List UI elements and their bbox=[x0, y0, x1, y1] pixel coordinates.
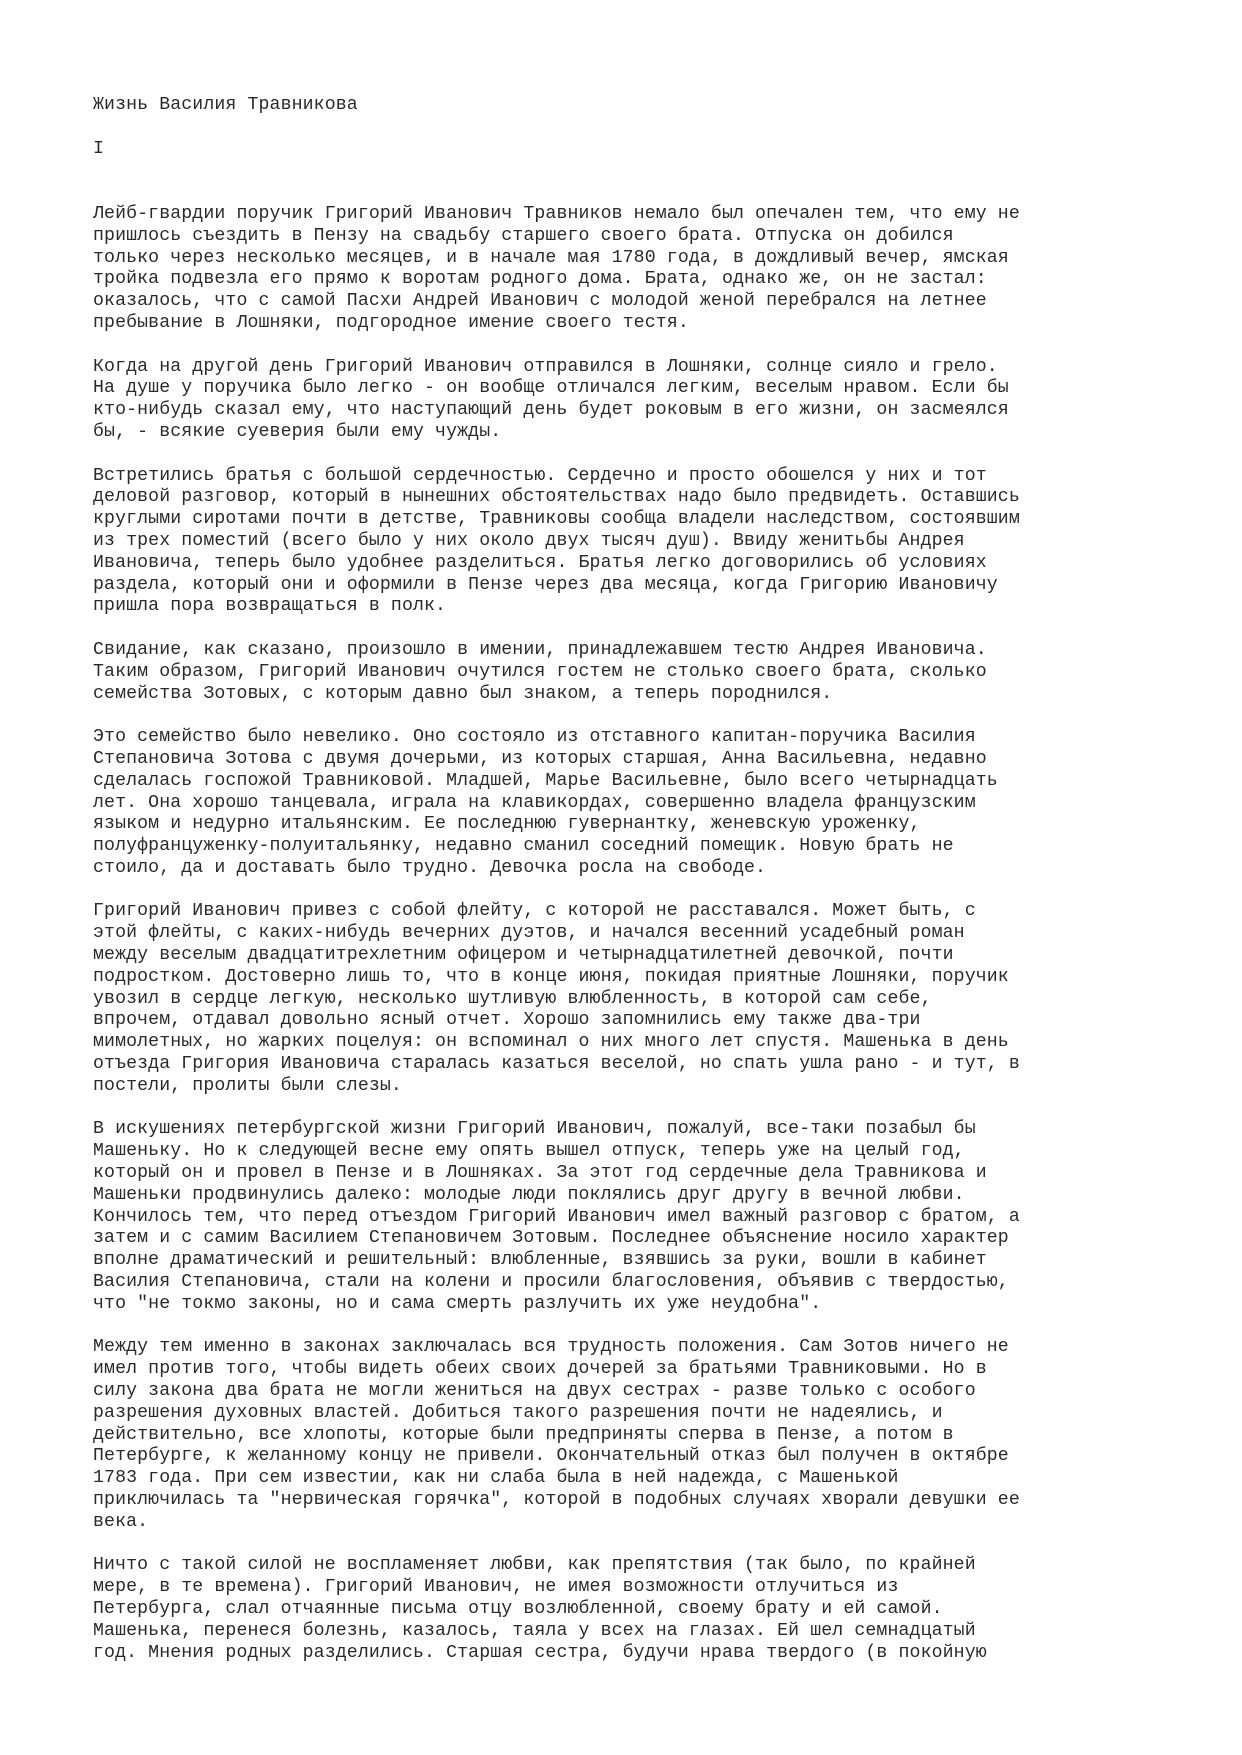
paragraph-line: подростком. Достоверно лишь то, что в конце июня, покидая приятные Лошняки, поручик bbox=[93, 966, 1009, 987]
paragraph-line: стоило, да и доставать было трудно. Девочка росла на свободе. bbox=[93, 857, 767, 878]
paragraph-line: который он и провел в Пензе и в Лошняках. За этот год сердечные дела Травникова и bbox=[93, 1163, 987, 1184]
paragraph-line: пришлось съездить в Пензу на свадьбу старшего своего брата. Отпуска он добился bbox=[93, 225, 954, 246]
paragraph-line: Лейб-гвардии поручик Григорий Иванович Травников немало был опечален тем, что ему не bbox=[93, 203, 1020, 224]
paragraph-line: На душе у поручика было легко - он вообще отличался легким, веселым нравом. Если бы bbox=[93, 378, 1009, 399]
paragraph-line: Машеньку. Но к следующей весне ему опять вышел отпуск, теперь уже на целый год, bbox=[93, 1141, 965, 1162]
paragraph-line: из трех поместий (всего было у них около двух тысяч душ). Ввиду женитьбы Андрея bbox=[93, 530, 965, 551]
paragraph-line: В искушениях петербургской жизни Григорий Иванович, пожалуй, все-таки позабыл бы bbox=[93, 1119, 976, 1140]
paragraph-line: Петербурге, к желанному концу не привели. Окончательный отказ был получен в октябре bbox=[93, 1446, 1009, 1467]
paragraph bbox=[93, 357, 1193, 444]
paragraph-line: Ничто с такой силой не воспламеняет любви, как препятствия (так было, по крайней bbox=[93, 1555, 976, 1576]
paragraph-line: имел против того, чтобы видеть обеих своих дочерей за братьями Травниковыми. Но в bbox=[93, 1359, 987, 1380]
paragraph-line: 1783 года. При сем известии, как ни слаба была в ней надежда, с Машенькой bbox=[93, 1468, 899, 1489]
paragraph-line: Когда на другой день Григорий Иванович отправился в Лошняки, солнце сияло и грело. bbox=[93, 356, 998, 377]
paragraph-line: постели, пролиты были слезы. bbox=[93, 1075, 402, 1096]
paragraph-line: Машеньки продвинулись далеко: молодые люди поклялись друг другу в вечной любви. bbox=[93, 1184, 965, 1205]
paragraph bbox=[93, 1119, 1193, 1315]
paragraph bbox=[93, 727, 1193, 880]
paragraph-line: вполне драматический и решительный: влюбленные, взявшись за руки, вошли в кабинет bbox=[93, 1250, 987, 1271]
paragraph-line: разрешения духовных властей. Добиться такого разрешения почти не надеялись, и bbox=[93, 1402, 943, 1423]
paragraph-line: века. bbox=[93, 1511, 149, 1532]
paragraph-line: что "не токмо законы, но и сама смерть разлучить их уже неудобна". bbox=[93, 1293, 822, 1314]
paragraph bbox=[93, 640, 1193, 705]
paragraph bbox=[93, 1337, 1193, 1533]
paragraph-line: пребывание в Лошняки, подгородное имение своего тестя. bbox=[93, 312, 689, 333]
paragraph-line: кто-нибудь сказал ему, что наступающий день будет роковым в его жизни, он засмеялся bbox=[93, 400, 1009, 421]
paragraph-line: языком и недурно итальянским. Ее последнюю гувернантку, женевскую уроженку, bbox=[93, 814, 921, 835]
paragraph-line: Степановича Зотова с двумя дочерьми, из которых старшая, Анна Васильевна, недавно bbox=[93, 748, 987, 769]
paragraph-line: раздела, который они и оформили в Пензе через два месяца, когда Григорию Ивановичу bbox=[93, 574, 998, 595]
paragraph-line: увозил в сердце легкую, несколько шутливую влюбленность, в которой сам себе, bbox=[93, 988, 932, 1009]
paragraph-line: семейства Зотовых, с которым давно был знаком, а теперь породнился. bbox=[93, 683, 833, 704]
paragraph-line: Григорий Иванович привез с собой флейту, с которой не расставался. Может быть, с bbox=[93, 901, 976, 922]
paragraph-line: отъезда Григория Ивановича старалась казаться веселой, но спать ушла рано - и тут, в bbox=[93, 1054, 1020, 1075]
paragraph-line: лет. Она хорошо танцевала, играла на клавикордах, совершенно владела французским bbox=[93, 792, 976, 813]
paragraph-line: Свидание, как сказано, произошло в имении, принадлежавшем тестю Андрея Ивановича. bbox=[93, 639, 987, 660]
paragraph-line: год. Мнения родных разделились. Старшая сестра, будучи нрава твердого (в покойную bbox=[93, 1642, 987, 1663]
paragraph-line: силу закона два брата не могли жениться на двух сестрах - разве только с особого bbox=[93, 1381, 976, 1402]
paragraph-line: этой флейты, с каких-нибудь вечерних дуэтов, и начался весенний усадебный роман bbox=[93, 923, 965, 944]
document-title: Жизнь Василия Травникова bbox=[93, 95, 358, 115]
paragraph-line: между веселым двадцатитрехлетним офицером и четырнадцатилетней девочкой, почти bbox=[93, 945, 954, 966]
paragraph bbox=[93, 901, 1193, 1097]
paragraph-line: приключилась та "нервическая горячка", которой в подобных случаях хворали девушки ее bbox=[93, 1490, 1020, 1510]
paragraph-line: Машенька, перенеся болезнь, казалось, таяла у всех на глазах. Ей шел семнадцатый bbox=[93, 1620, 976, 1641]
paragraph-line: Петербурга, слал отчаянные письма отцу возлюбленной, своему брату и ей самой. bbox=[93, 1598, 943, 1619]
paragraph-line: мере, в те времена). Григорий Иванович, не имея возможности отлучиться из bbox=[93, 1577, 899, 1598]
document-body bbox=[93, 95, 1193, 1686]
paragraph-line: только через несколько месяцев, и в начале мая 1780 года, в дождливый вечер, ямская bbox=[93, 247, 1009, 268]
paragraph-line: Ивановича, теперь было удобнее разделиться. Братья легко договорились об условиях bbox=[93, 552, 987, 573]
paragraph-line: пришла пора возвращаться в полк. bbox=[93, 596, 447, 617]
paragraph-line: деловой разговор, который в нынешних обстоятельствах надо было предвидеть. Оставшись bbox=[93, 487, 1020, 508]
paragraph-line: сделалась госпожой Травниковой. Младшей, Марье Васильевне, было всего четырнадцать bbox=[93, 770, 998, 791]
paragraph bbox=[93, 204, 1193, 335]
paragraph-line: Василия Степановича, стали на колени и просили благословения, объявив с твердостью, bbox=[93, 1272, 1009, 1293]
paragraph bbox=[93, 466, 1193, 619]
paragraph-line: затем и с самим Василием Степановичем Зотовым. Последнее объяснение носило характер bbox=[93, 1228, 1009, 1249]
paragraph-line: Встретились братья с большой сердечностью. Сердечно и просто обошелся у них и тот bbox=[93, 465, 987, 486]
paragraph-line: действительно, все хлопоты, которые были предприняты сперва в Пензе, а потом в bbox=[93, 1424, 954, 1445]
paragraph-line: круглыми сиротами почти в детстве, Травниковы сообща владели наследством, состоявшим bbox=[93, 509, 1020, 530]
paragraph-line: тройка подвезла его прямо к воротам родного дома. Брата, однако же, он не застал: bbox=[93, 269, 987, 290]
paragraph bbox=[93, 1555, 1193, 1664]
paragraph-line: бы, - всякие суеверия были ему чужды. bbox=[93, 421, 502, 442]
paragraph-line: полуфранцуженку-полуитальянку, недавно сманил соседний помещик. Новую брать не bbox=[93, 836, 954, 857]
chapter-number: I bbox=[93, 138, 105, 159]
paragraph-line: мимолетных, но жарких поцелуя: он вспоминал о них много лет спустя. Машенька в день bbox=[93, 1032, 1009, 1053]
paragraph-line: оказалось, что с самой Пасхи Андрей Иванович с молодой женой перебрался на летнее bbox=[93, 291, 987, 312]
paragraph-line: Между тем именно в законах заключалась вся трудность положения. Сам Зотов ничего не bbox=[93, 1337, 1009, 1358]
paragraph-line: Кончилось тем, что перед отъездом Григорий Иванович имел важный разговор с братом, а bbox=[93, 1206, 1020, 1227]
paragraph-line: Это семейство было невелико. Оно состояло из отставного капитан-поручика Василия bbox=[93, 727, 976, 748]
paragraph-list bbox=[93, 204, 1193, 1664]
paragraph-line: впрочем, отдавал довольно ясный отчет. Хорошо запомнились ему также два-три bbox=[93, 1010, 921, 1031]
paragraph-line: Таким образом, Григорий Иванович очутился гостем не столько своего брата, сколько bbox=[93, 661, 987, 682]
